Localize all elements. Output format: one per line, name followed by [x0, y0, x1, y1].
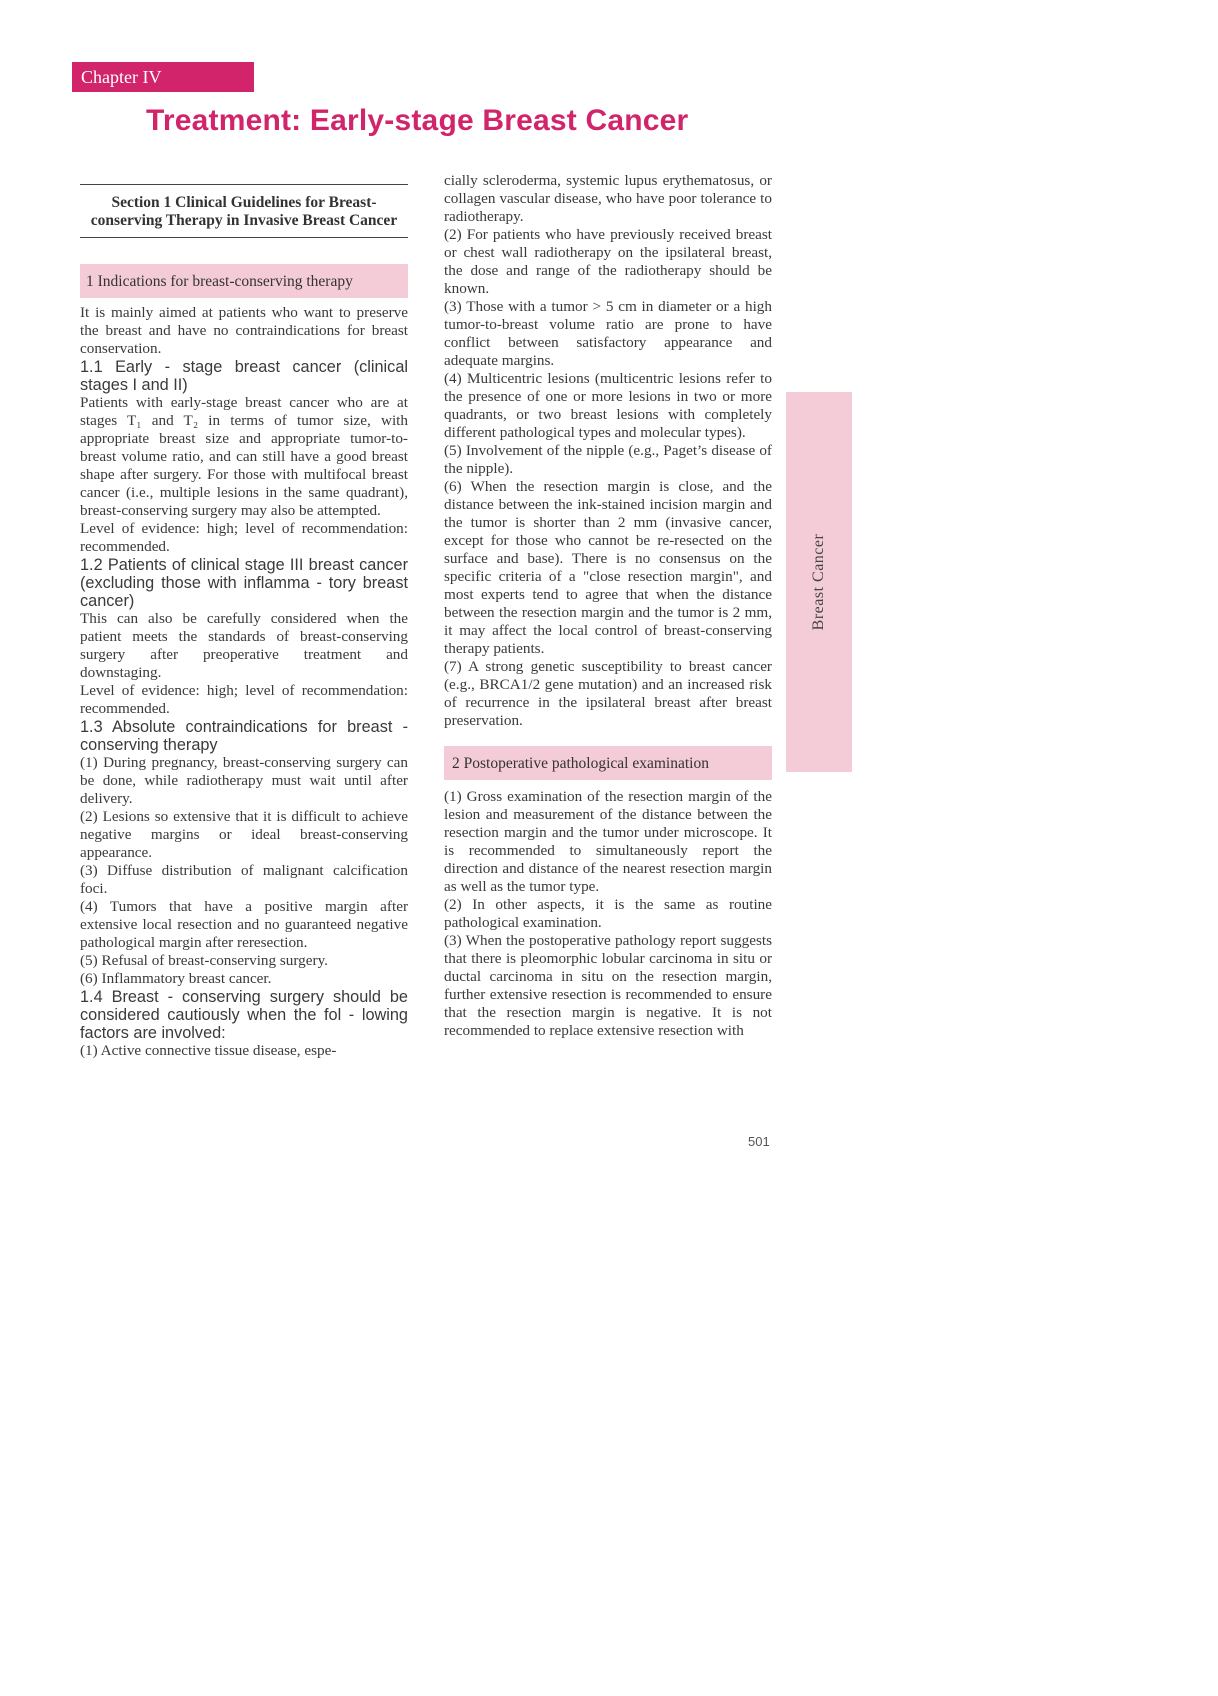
heading-indications: 1 Indications for breast-conserving therapy — [80, 264, 408, 298]
subheading-1-3: 1.3 Absolute contraindications for breast - conserving therapy — [80, 718, 408, 754]
paragraph-evidence-2: Level of evidence: high; level of recommendation: recommended. — [80, 682, 408, 717]
list-item: (4) Tumors that have a positive margin after extensive local resection and no guaranteed negative pathological margin after reresection. — [80, 898, 408, 951]
list-item: (5) Involvement of the nipple (e.g., Paget’s disease of the nipple). — [444, 442, 772, 477]
chapter-badge: Chapter IV — [72, 62, 254, 92]
page-title: Treatment: Early-stage Breast Cancer — [146, 104, 689, 137]
subheading-1-1: 1.1 Early - stage breast cancer (clinical stages I and II) — [80, 358, 408, 394]
list-item: (2) For patients who have previously received breast or chest wall radiotherapy on the ipsilateral breast, the dose and range of the radiotherapy should be known. — [444, 226, 772, 297]
list-item: (3) When the postoperative pathology report suggests that there is pleomorphic lobular carcinoma in situ or ductal carcinoma in situ on the resection margin, further extensive resection is recommended to ensure that the resection margin is negative. It is not recommended to replace extensive resection with — [444, 932, 772, 1039]
paragraph-stage-three: This can also be carefully considered when the patient meets the standards of breast-conserving surgery after preoperative treatment and downstaging. — [80, 610, 408, 681]
subheading-1-4: 1.4 Breast - conserving surgery should be considered cautiously when the fol - lowing factors are involved: — [80, 988, 408, 1042]
list-item: (3) Those with a tumor > 5 cm in diameter or a high tumor-to-breast volume ratio are prone to have conflict between satisfactory appearance and adequate margins. — [444, 298, 772, 369]
list-item: (1) During pregnancy, breast-conserving surgery can be done, while radiotherapy must wait until after delivery. — [80, 754, 408, 807]
right-column — [444, 172, 772, 1040]
list-item: (1) Gross examination of the resection margin of the lesion and measurement of the distance between the resection margin and the tumor under microscope. It is recommended to simultaneously report the direction and distance of the nearest resection margin as well as the tumor type. — [444, 788, 772, 895]
paragraph-evidence-1: Level of evidence: high; level of recommendation: recommended. — [80, 520, 408, 555]
side-tab-label: Breast Cancer — [810, 533, 827, 631]
list-item: (6) When the resection margin is close, and the distance between the ink-stained incision margin and the tumor is shorter than 2 mm (invasive cancer, except for those who cannot be re-resected on the surface and base). There is no consensus on the specific criteria of a "close resection margin", and most experts tend to agree that when the distance between the resection margin and the tumor is 2 mm, it may affect the local control of breast-conserving therapy patients. — [444, 478, 772, 657]
heading-pathology: 2 Postoperative pathological examination — [444, 746, 772, 780]
subheading-1-2: 1.2 Patients of clinical stage III breast cancer (excluding those with inflamma - tory breast cancer) — [80, 556, 408, 610]
paragraph-intro: It is mainly aimed at patients who want to preserve the breast and have no contraindications for breast conservation. — [80, 304, 408, 357]
list-item: (4) Multicentric lesions (multicentric lesions refer to the presence of one or more lesions in two or more quadrants, or two breast lesions with completely different pathological types and molecular types). — [444, 370, 772, 441]
section-title: Section 1 Clinical Guidelines for Breast-conserving Therapy in Invasive Breast Cancer — [80, 184, 408, 238]
list-item: (1) Active connective tissue disease, espe- — [80, 1042, 337, 1059]
list-item: (6) Inflammatory breast cancer. — [80, 970, 272, 987]
list-item: cially scleroderma, systemic lupus erythematosus, or collagen vascular disease, who have poor tolerance to radiotherapy. — [444, 172, 772, 225]
list-item: (3) Diffuse distribution of malignant calcification foci. — [80, 862, 408, 897]
paragraph-early-stage: Patients with early-stage breast cancer who are at stages T₁ and T₂ in terms of tumor size, with appropriate breast size and appropriate tumor-to-breast volume ratio, and can still have a good breast shape after surgery. For those with multifocal breast cancer (i.e., multiple lesions in the same quadrant), breast-conserving surgery may also be attempted. — [80, 394, 408, 519]
side-tab — [786, 392, 852, 772]
list-item: (7) A strong genetic susceptibility to breast cancer (e.g., BRCA1/2 gene mutation) and an increased risk of recurrence in the ipsilateral breast after breast preservation. — [444, 658, 772, 729]
page-number: 501 — [748, 1134, 770, 1149]
left-column — [80, 184, 408, 1060]
list-item: (5) Refusal of breast-conserving surgery. — [80, 952, 328, 969]
list-item: (2) In other aspects, it is the same as routine pathological examination. — [444, 896, 772, 931]
list-item: (2) Lesions so extensive that it is difficult to achieve negative margins or ideal breast-conserving appearance. — [80, 808, 408, 861]
